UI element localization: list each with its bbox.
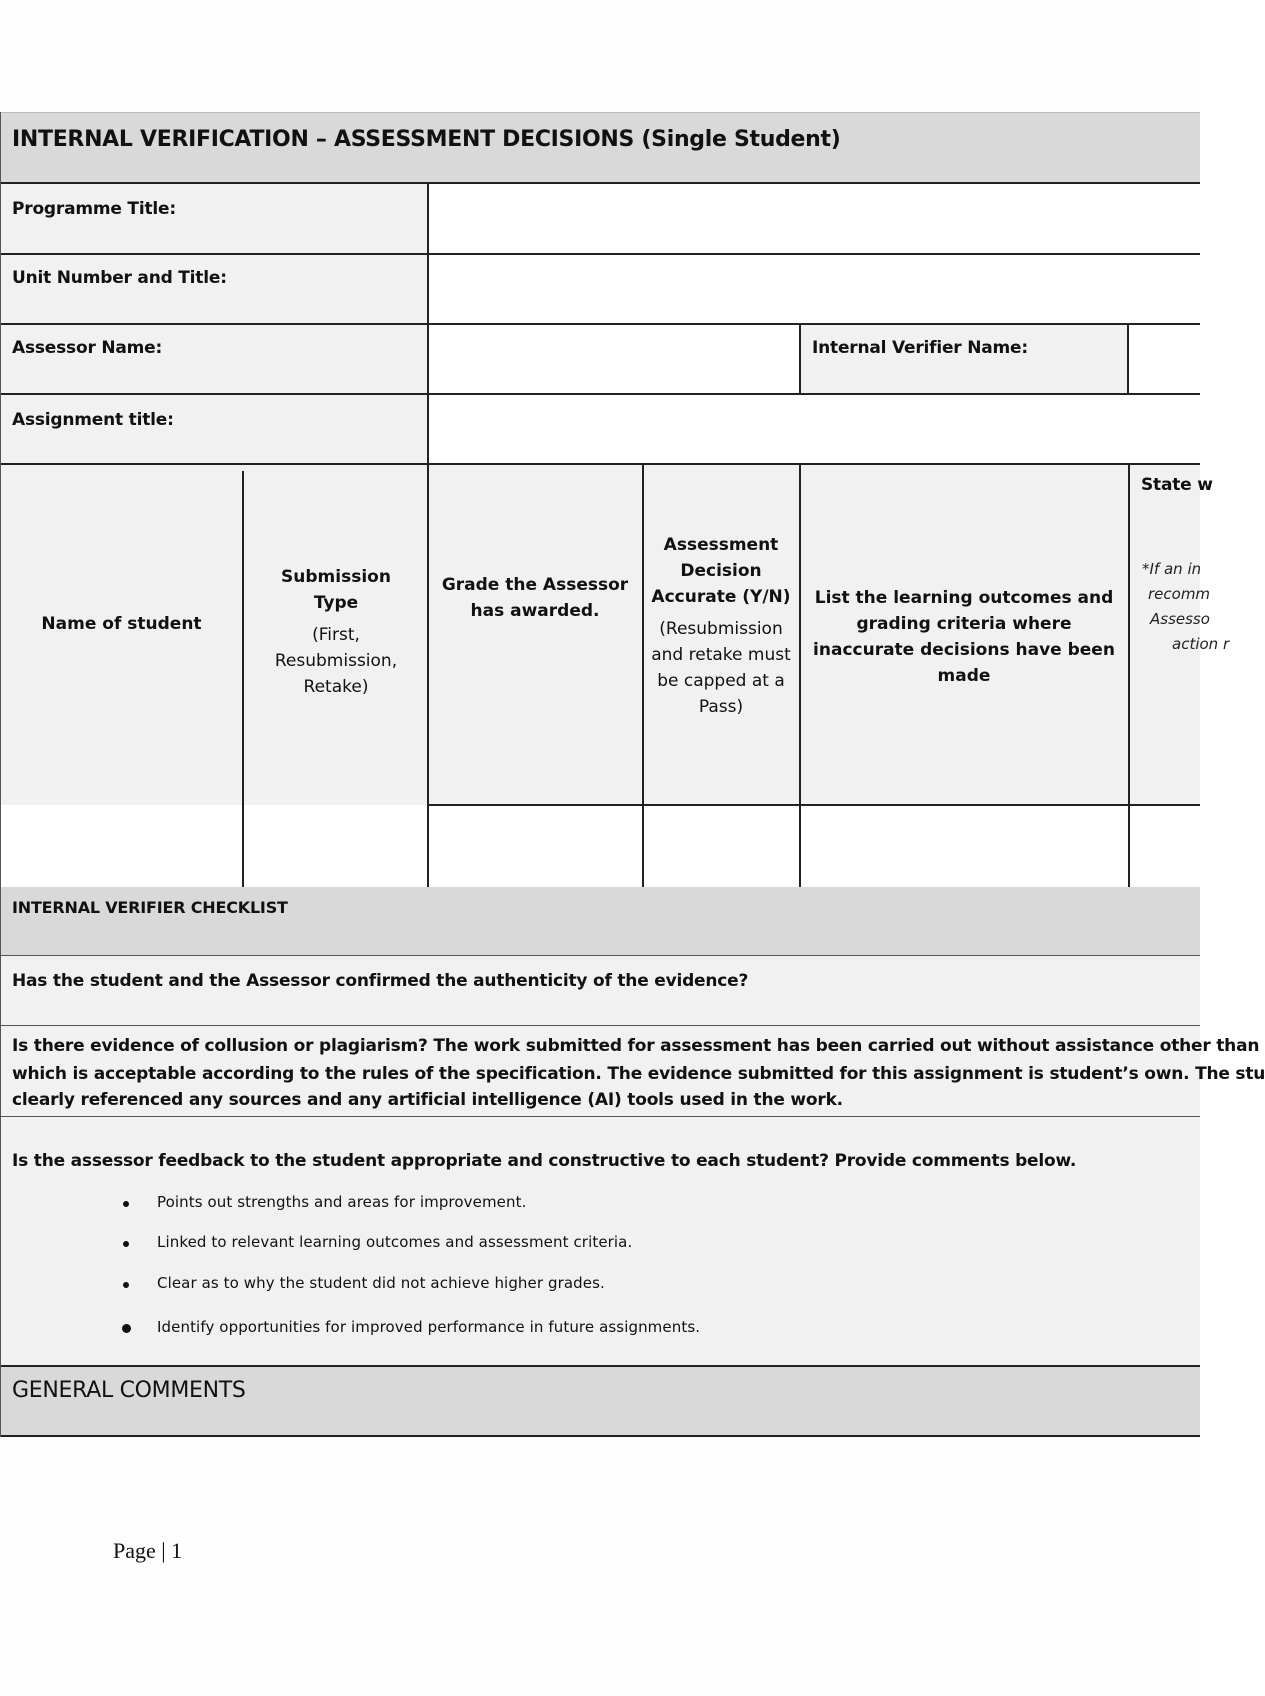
rule xyxy=(0,1365,1200,1367)
feedback-question: Is the assessor feedback to the student appropriate and constructive to each student? Provide comments below. xyxy=(12,1151,1077,1171)
general-comments-heading: GENERAL COMMENTS xyxy=(12,1378,246,1403)
rule xyxy=(0,463,1200,465)
assessor-label: Assessor Name: xyxy=(12,338,163,358)
submission-type-options: (First, Resubmission, Retake) xyxy=(274,625,398,697)
verifier-label-cell xyxy=(800,323,1128,393)
rule xyxy=(1127,323,1129,393)
unit-label-cell xyxy=(0,253,428,323)
assignment-label: Assignment title: xyxy=(12,410,174,430)
col-state-cut: State w xyxy=(1141,475,1213,495)
page-number: Page | 1 xyxy=(113,1538,183,1563)
rule xyxy=(242,471,244,887)
assessor-name-field[interactable] xyxy=(428,323,800,393)
programme-title-field[interactable] xyxy=(428,182,1200,253)
rule xyxy=(0,112,1,1437)
note-cut-line-3: Assesso xyxy=(1150,610,1210,628)
assessor-label-cell xyxy=(0,323,428,393)
note-cut-line-4: action r xyxy=(1172,635,1230,653)
plagiarism-question-line-1: Is there evidence of collusion or plagiarism? The work submitted for assessment has been carried out without assistance other than xyxy=(12,1036,1260,1056)
unit-title-field[interactable] xyxy=(428,253,1200,323)
decision-accurate-note: (Resubmission and retake must be capped at a Pass) xyxy=(651,619,791,717)
rule xyxy=(428,804,1200,806)
verifier-name-field[interactable] xyxy=(1128,323,1200,393)
rule xyxy=(0,955,1200,956)
rule xyxy=(0,393,1200,395)
rule xyxy=(0,1435,1200,1437)
col-grade-awarded: Grade the Assessor has awarded. xyxy=(441,575,629,621)
plagiarism-question-line-3: clearly referenced any sources and any artificial intelligence (AI) tools used in the work. xyxy=(12,1090,843,1110)
programme-title-label: Programme Title: xyxy=(12,199,176,219)
note-cut-line-1: *If an in xyxy=(1142,560,1202,578)
rule xyxy=(1128,463,1130,887)
submission-type-heading: Submission Type xyxy=(281,567,391,613)
bullet-dot-icon xyxy=(122,1324,131,1333)
rule xyxy=(427,182,429,887)
rule xyxy=(0,182,1200,184)
plagiarism-question-line-2: which is acceptable according to the rules of the specification. The evidence submitted for this assignment is student’s own. The stu xyxy=(12,1064,1265,1084)
col-submission-type xyxy=(260,564,412,700)
rule xyxy=(0,323,1200,325)
checklist-heading: INTERNAL VERIFIER CHECKLIST xyxy=(12,898,288,917)
rule xyxy=(642,463,644,887)
rule xyxy=(0,253,1200,255)
decision-accurate-heading: Assessment Decision Accurate (Y/N) xyxy=(651,535,791,607)
note-cut-line-2: recomm xyxy=(1148,585,1211,603)
feedback-bullet: Identify opportunities for improved performance in future assignments. xyxy=(157,1318,701,1336)
rule xyxy=(0,1116,1200,1117)
bullet-dot-icon xyxy=(123,1201,129,1207)
rule xyxy=(0,112,1200,113)
authenticity-question: Has the student and the Assessor confirmed the authenticity of the evidence? xyxy=(12,971,749,991)
form-title: INTERNAL VERIFICATION – ASSESSMENT DECISIONS (Single Student) xyxy=(12,127,841,152)
table-data-row[interactable] xyxy=(0,805,1200,887)
assignment-title-field[interactable] xyxy=(428,393,1200,463)
col-learning-outcomes: List the learning outcomes and grading criteria where inaccurate decisions have been made xyxy=(813,588,1115,686)
bullet-dot-icon xyxy=(123,1282,129,1288)
rule xyxy=(0,1025,1200,1026)
feedback-bullet: Points out strengths and areas for improvement. xyxy=(157,1193,527,1211)
feedback-bullet: Clear as to why the student did not achieve higher grades. xyxy=(157,1274,605,1292)
feedback-bullet: Linked to relevant learning outcomes and assessment criteria. xyxy=(157,1233,633,1251)
bullet-dot-icon xyxy=(123,1241,129,1247)
verifier-label: Internal Verifier Name: xyxy=(812,338,1028,358)
rule xyxy=(799,463,801,887)
unit-label: Unit Number and Title: xyxy=(12,268,227,288)
col-decision-accurate xyxy=(650,532,792,720)
col-name-of-student: Name of student xyxy=(41,614,202,634)
rule xyxy=(799,323,801,393)
